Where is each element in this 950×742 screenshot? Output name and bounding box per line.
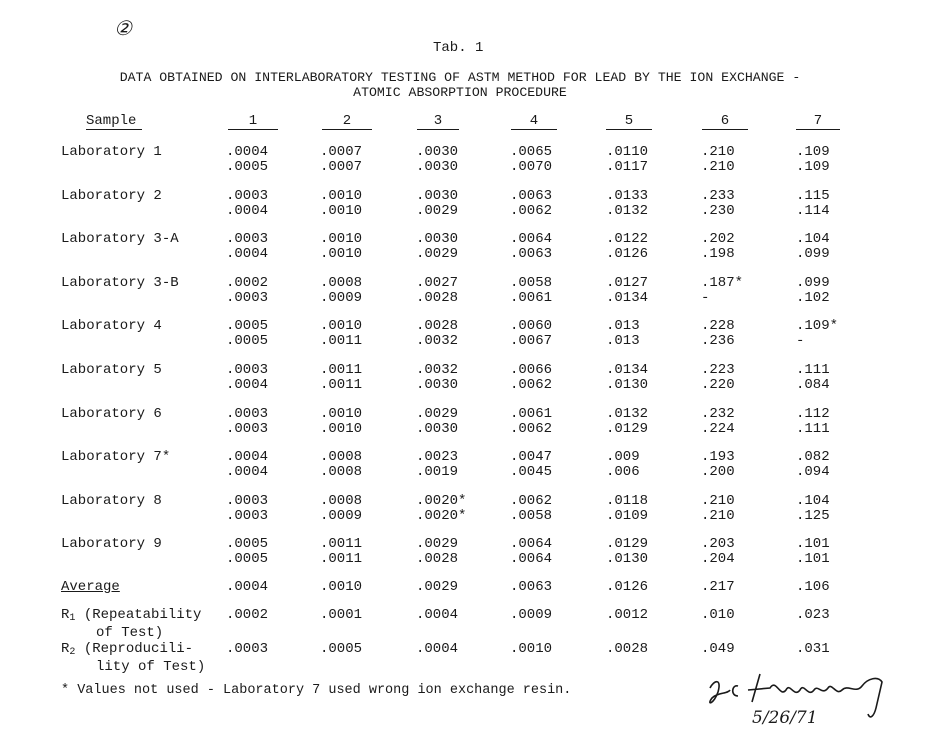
table-cell: .0060	[510, 318, 553, 335]
row-label: Laboratory 4	[61, 318, 162, 335]
average-value: .0010	[320, 579, 363, 595]
table-cell: .0028	[416, 551, 459, 568]
r2-value: .0005	[320, 641, 363, 657]
average-value: .0063	[510, 579, 553, 595]
table-cell: .125	[796, 507, 830, 524]
table-cell: .0010	[320, 187, 363, 204]
table-cell: .0028	[416, 289, 459, 306]
table-cell: .0064	[510, 551, 553, 568]
table-cell: .0010	[320, 318, 363, 335]
table-cell: .0005	[226, 318, 269, 335]
r1-value: .0004	[416, 607, 459, 623]
column-header-4: 4	[511, 113, 557, 130]
table-cell: .0134	[606, 362, 649, 378]
table-cell: .0020*	[416, 507, 467, 524]
table-cell: .0029	[416, 202, 459, 219]
table-cell: .0010	[320, 420, 363, 437]
table-cell: .0008	[320, 492, 363, 509]
table-cell: .0032	[416, 333, 459, 350]
table-cell: .013	[606, 318, 640, 335]
table-cell: .0004	[226, 464, 269, 481]
average-value: .0029	[416, 579, 459, 595]
r1-value: .0009	[510, 607, 553, 623]
column-header-1: 1	[228, 113, 278, 130]
table-cell: .0004	[226, 246, 269, 263]
table-cell: .210	[701, 159, 735, 175]
column-header-sample: Sample	[86, 113, 142, 130]
table-cell: .094	[796, 464, 830, 481]
table-cell: .0065	[510, 144, 553, 160]
table-cell: .0066	[510, 362, 553, 378]
table-cell: .112	[796, 405, 830, 422]
table-cell: .230	[701, 202, 735, 219]
table-cell: .115	[796, 187, 830, 204]
r2-subscript: 2	[69, 647, 76, 658]
table-cell: .198	[701, 246, 735, 263]
table-cell: .0118	[606, 492, 649, 509]
r2-value: .0010	[510, 641, 553, 657]
r1-value: .0012	[606, 607, 649, 623]
r1-value: .0001	[320, 607, 363, 623]
table-cell: .0064	[510, 536, 553, 553]
table-cell: .0004	[226, 449, 269, 466]
table-cell: .0134	[606, 289, 649, 306]
r1-value: .0002	[226, 607, 269, 623]
table-cell: .236	[701, 333, 735, 350]
table-cell: .233	[701, 187, 735, 204]
average-value: .0126	[606, 579, 649, 595]
table-cell: .0003	[226, 362, 269, 378]
table-cell: .0010	[320, 231, 363, 248]
table-cell: .0010	[320, 405, 363, 422]
column-header-6: 6	[702, 113, 748, 130]
r2-value: .049	[701, 641, 735, 657]
table-cell: .228	[701, 318, 735, 335]
table-cell: .202	[701, 231, 735, 248]
r1-label	[61, 608, 201, 641]
table-cell: .0010	[320, 202, 363, 219]
table-cell: .0132	[606, 202, 649, 219]
table-cell: .0023	[416, 449, 459, 466]
r2-label-line1: (Reproducili-	[83, 641, 194, 657]
table-cell: .0008	[320, 274, 363, 291]
table-cell: .0029	[416, 536, 459, 553]
table-cell: .0020*	[416, 492, 467, 509]
table-cell: .006	[606, 464, 640, 481]
table-cell: .104	[796, 492, 830, 509]
table-cell: .0003	[226, 507, 269, 524]
column-header-5: 5	[606, 113, 652, 130]
row-label: Laboratory 9	[61, 536, 162, 553]
table-cell: .0032	[416, 362, 459, 378]
r1-label-line2: of Test)	[96, 625, 164, 641]
row-label: Laboratory 7*	[61, 449, 171, 466]
table-cell: .0011	[320, 333, 363, 350]
row-label: Laboratory 5	[61, 362, 162, 378]
table-cell: .0029	[416, 405, 459, 422]
r2-symbol: R	[61, 641, 70, 657]
table-cell: .0003	[226, 492, 269, 509]
table-cell: .0007	[320, 159, 363, 175]
table-cell: .0063	[510, 246, 553, 263]
table-cell: .0126	[606, 246, 649, 263]
table-cell: .0030	[416, 159, 459, 175]
table-cell: .0003	[226, 289, 269, 306]
table-cell: .0008	[320, 464, 363, 481]
signature-date: 5/26/71	[752, 708, 818, 728]
table-cell: .0004	[226, 202, 269, 219]
table-cell: .0030	[416, 377, 459, 393]
table-cell: .0045	[510, 464, 553, 481]
title-line-1: DATA OBTAINED ON INTERLABORATORY TESTING OF ASTM METHOD FOR LEAD BY THE ION EXCHANGE -	[119, 70, 801, 85]
table-cell: .114	[796, 202, 830, 219]
table-cell: .0130	[606, 377, 649, 393]
r1-label-line1: (Repeatability	[83, 607, 202, 623]
table-cell: .0011	[320, 551, 363, 568]
table-cell: .0009	[320, 507, 363, 524]
table-cell: .101	[796, 551, 830, 568]
table-cell: .203	[701, 536, 735, 553]
row-label: Laboratory 8	[61, 492, 162, 509]
table-cell: .0010	[320, 246, 363, 263]
table-cell: .0004	[226, 144, 269, 160]
r2-value: .0003	[226, 641, 269, 657]
table-cell: .0005	[226, 159, 269, 175]
table-cell: .193	[701, 449, 735, 466]
table-cell: .0003	[226, 231, 269, 248]
table-cell: .0003	[226, 420, 269, 437]
table-cell: .0067	[510, 333, 553, 350]
table-cell: .0129	[606, 536, 649, 553]
r1-value: .023	[796, 607, 830, 623]
table-cell: .0062	[510, 420, 553, 437]
table-cell: .204	[701, 551, 735, 568]
table-cell: .0011	[320, 536, 363, 553]
table-cell: .0063	[510, 187, 553, 204]
table-cell: .0061	[510, 289, 553, 306]
row-label: Laboratory 2	[61, 187, 162, 204]
table-cell: .0011	[320, 377, 363, 393]
table-cell: .082	[796, 449, 830, 466]
table-cell: .084	[796, 377, 830, 393]
table-cell: .0030	[416, 231, 459, 248]
table-cell: .0062	[510, 202, 553, 219]
table-cell: .0047	[510, 449, 553, 466]
table-cell: .0005	[226, 333, 269, 350]
table-cell: .0007	[320, 144, 363, 160]
table-cell: .109	[796, 159, 830, 175]
table-cell: .0130	[606, 551, 649, 568]
r1-subscript: 1	[69, 613, 76, 624]
table-cell: .0110	[606, 144, 649, 160]
page-number-mark: ②	[114, 16, 132, 40]
table-cell: .223	[701, 362, 735, 378]
r2-value: .031	[796, 641, 830, 657]
table-cell: .0058	[510, 507, 553, 524]
table-cell: .0061	[510, 405, 553, 422]
table-cell: .099	[796, 274, 830, 291]
table-cell: .200	[701, 464, 735, 481]
table-cell: .0030	[416, 187, 459, 204]
table-cell: .0117	[606, 159, 649, 175]
table-cell: .013	[606, 333, 640, 350]
table-label: Tab. 1	[433, 40, 484, 56]
table-cell: .0122	[606, 231, 649, 248]
table-cell: .0070	[510, 159, 553, 175]
table-cell: .232	[701, 405, 735, 422]
table-cell: .0008	[320, 449, 363, 466]
table-cell: .0062	[510, 492, 553, 509]
table-cell: .0029	[416, 246, 459, 263]
table-title	[40, 70, 880, 100]
table-cell: .0005	[226, 551, 269, 568]
average-label: Average	[61, 579, 120, 595]
table-cell: .210	[701, 507, 735, 524]
footnote: * Values not used - Laboratory 7 used wrong ion exchange resin.	[61, 683, 572, 698]
table-cell: .0133	[606, 187, 649, 204]
r2-value: .0004	[416, 641, 459, 657]
table-cell: .109*	[796, 318, 839, 335]
table-cell: .0019	[416, 464, 459, 481]
table-cell: .0030	[416, 144, 459, 160]
average-value: .106	[796, 579, 830, 595]
table-cell: .0132	[606, 405, 649, 422]
table-cell: .210	[701, 492, 735, 509]
table-cell: .0005	[226, 536, 269, 553]
column-header-2: 2	[322, 113, 372, 130]
table-cell: .0030	[416, 420, 459, 437]
r2-value: .0028	[606, 641, 649, 657]
table-cell: .224	[701, 420, 735, 437]
table-cell: .0129	[606, 420, 649, 437]
table-cell: .0027	[416, 274, 459, 291]
average-value: .0004	[226, 579, 269, 595]
table-cell: .187*	[701, 274, 744, 291]
average-value: .217	[701, 579, 735, 595]
table-cell: .109	[796, 144, 830, 160]
table-cell: .111	[796, 420, 830, 437]
table-cell: .220	[701, 377, 735, 393]
table-cell: .0009	[320, 289, 363, 306]
table-cell: -	[701, 289, 710, 306]
column-header-3: 3	[417, 113, 459, 130]
row-label: Laboratory 1	[61, 144, 162, 160]
title-line-2: ATOMIC ABSORPTION PROCEDURE	[353, 85, 567, 100]
table-cell: .0011	[320, 362, 363, 378]
row-label: Laboratory 3-B	[61, 274, 179, 291]
table-cell: .0003	[226, 405, 269, 422]
table-cell: .102	[796, 289, 830, 306]
table-cell: .101	[796, 536, 830, 553]
table-cell: .0003	[226, 187, 269, 204]
table-cell: .0058	[510, 274, 553, 291]
r1-symbol: R	[61, 607, 70, 623]
r2-label-line2: lity of Test)	[96, 659, 206, 675]
table-cell: .104	[796, 231, 830, 248]
row-label: Laboratory 3-A	[61, 231, 179, 248]
table-cell: .0002	[226, 274, 269, 291]
table-cell: .099	[796, 246, 830, 263]
r1-value: .010	[701, 607, 735, 623]
table-cell: .0064	[510, 231, 553, 248]
r2-label	[61, 642, 205, 675]
column-header-7: 7	[796, 113, 840, 130]
table-cell: .210	[701, 144, 735, 160]
table-cell: -	[796, 333, 805, 350]
table-cell: .0004	[226, 377, 269, 393]
table-cell: .009	[606, 449, 640, 466]
table-cell: .0109	[606, 507, 649, 524]
table-cell: .111	[796, 362, 830, 378]
table-cell: .0062	[510, 377, 553, 393]
row-label: Laboratory 6	[61, 405, 162, 422]
table-cell: .0028	[416, 318, 459, 335]
table-cell: .0127	[606, 274, 649, 291]
